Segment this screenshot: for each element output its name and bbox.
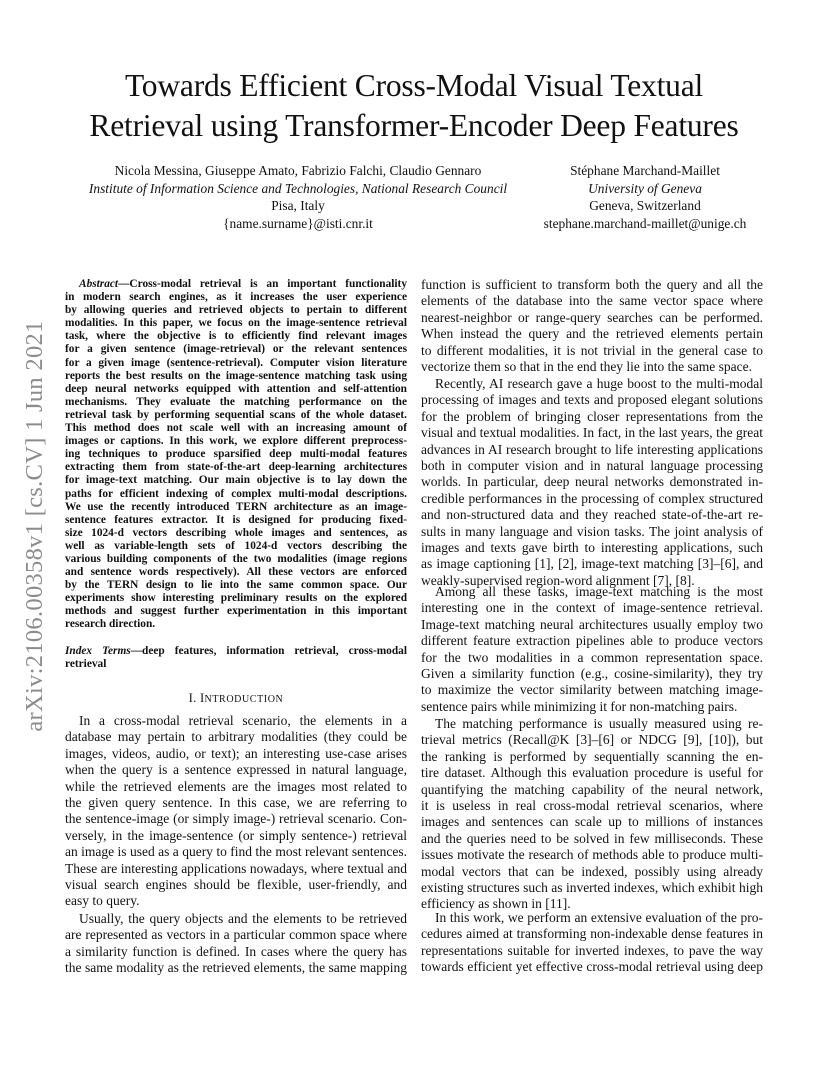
text-line: for the two modalities in a common representation space. (421, 649, 763, 665)
text-line: by allowing queries and retrieved objects to pertain to different (65, 304, 407, 317)
title-line-2: Retrieval using Transformer-Encoder Deep Features (89, 108, 739, 143)
text-line: efficiency as shown in [11]. (421, 896, 571, 912)
text-line: existing structures such as inverted indexes, which exhibit high (421, 879, 763, 895)
text-line: by the TERN design to lie into the same common space. Our (65, 579, 407, 592)
text-line: an image is used as a query to find the most relevant sentences. (65, 844, 407, 860)
text-line: research direction. (65, 618, 156, 631)
text-line: images or captions. In this work, we explore different preprocess- (65, 435, 407, 448)
author-names: Stéphane Marchand-Maillet (570, 163, 720, 178)
text-line: versely, in the image-sentence (or simply sentence-) retrieval (65, 827, 407, 843)
text-line: weakly-supervised region-word alignment [7], [8]. (421, 572, 695, 588)
text-line: to maximize the vector similarity between matching image- (421, 682, 763, 698)
intro-paragraph-1 (65, 713, 407, 910)
abstract-label: Abstract (79, 278, 119, 290)
author-block-right (532, 162, 758, 232)
right-paragraph-3 (421, 584, 763, 715)
text-line: for image-text matching. Our main objective is to lay down the (65, 474, 407, 487)
text-line: These are interesting applications nowadays, where textual and (65, 860, 407, 876)
intro-paragraph-2 (65, 911, 407, 977)
author-names: Nicola Messina, Giuseppe Amato, Fabrizio Falchi, Claudio Gennaro (114, 163, 482, 178)
index-terms (65, 645, 407, 671)
text-line: processing of images and texts and proposed elegant solutions (421, 392, 763, 408)
text-line: the sentence-image (or simply image-) retrieval scenario. Con- (65, 811, 407, 827)
text-line: ing techniques to produce sparsified deep multi-modal features (65, 448, 407, 461)
text-line: worlds. In particular, deep neural networks demonstrated in- (421, 474, 763, 490)
text-line: cedures aimed at transforming non-indexable dense features in (421, 926, 763, 942)
text-line: tire dataset. Although this evaluation procedure is useful for (421, 765, 763, 781)
text-line: modal vectors that can be indexed, possibly using already (421, 863, 763, 879)
text-line: images, videos, audio, or text); an interesting use-case arises (65, 745, 407, 761)
index-terms-line: retrieval (65, 658, 107, 671)
text-line: Usually, the query objects and the elements to be retrieved (79, 911, 407, 926)
text-line: In this work, we perform an extensive evaluation of the pro- (435, 910, 763, 925)
text-line: for the problem of bringing closer representations from the (421, 408, 763, 424)
text-line: When instead the query and the retrieved elements pertain (421, 326, 763, 342)
author-affiliation: University of Geneva (588, 180, 702, 196)
title-line-1: Towards Efficient Cross-Modal Visual Textual (124, 68, 704, 103)
text-line: images and texts gave birth to interesting applications, such (421, 539, 763, 555)
text-line: to different modalities, it is not trivial in the general case to (421, 342, 763, 358)
text-line: visual and textual modalities. In fact, in the last years, the great (421, 425, 763, 441)
text-line: In a cross-modal retrieval scenario, the elements in a (79, 713, 407, 728)
text-line: when the query is a sentence expressed in natural language, (65, 762, 407, 778)
text-line: Among all these tasks, image-text matching is the most (435, 584, 763, 599)
right-paragraph-1 (421, 277, 763, 375)
text-line: Abstract—Cross-modal retrieval is an important functionality (79, 278, 407, 290)
text-line: size 1024-d vectors describing whole images and sentences, as (65, 526, 407, 539)
text-line: and sentence words respectively). All these vectors are enforced (65, 566, 407, 579)
text-line: are represented as vectors in a particular common space where (65, 927, 407, 943)
text-line: issues motivate the research of methods able to produce multi- (421, 847, 763, 863)
text-line: extracting them from state-of-the-art deep-learning architectures (65, 461, 407, 474)
text-line: Recently, AI research gave a huge boost to the multi-modal (435, 376, 763, 391)
section-heading: I. INTRODUCTION (188, 691, 284, 705)
text-line: sults in many language and vision tasks. The joint analysis of (421, 523, 763, 539)
text-line: while the retrieved elements are the images most related to (65, 778, 407, 794)
text-line: This method does not scale well with an increasing amount of (65, 422, 407, 435)
text-line: and the queries need to be solved in few milliseconds. These (421, 830, 763, 846)
text-line: task, where the objective is to efficiently find relevant images (65, 330, 407, 343)
right-paragraph-5 (421, 910, 763, 976)
text-line: reports the best results on the image-sentence matching task using (65, 369, 407, 382)
text-line: elements of the database into the same vector space where (421, 293, 763, 309)
text-line: the ranking is performed by sequentially scanning the en- (421, 748, 763, 764)
text-line: paths for efficient indexing of complex multi-modal descriptions. (65, 487, 407, 500)
index-terms-label: Index Terms (65, 645, 131, 657)
author-block-left (64, 162, 532, 232)
arxiv-identifier-stamp: arXiv:2106.00358v1 [cs.CV] 1 Jun 2021 (21, 320, 48, 732)
text-line: representations suitable for inverted indexes, to pave the way (421, 942, 763, 958)
abstract (65, 278, 407, 632)
text-line: for a given sentence (image-retrieval) or the relevant sentences (65, 343, 407, 356)
text-line: both in computer vision and in natural language processing (421, 457, 763, 473)
author-city: Pisa, Italy (271, 198, 325, 213)
text-line: as image captioning [1], [2], image-text matching [3]–[6], and (421, 556, 763, 572)
text-line: modalities. In this paper, we focus on the image-sentence retrieval (65, 317, 407, 330)
text-line: credible performances in the processing of complex structured (421, 490, 763, 506)
paper-title (40, 66, 788, 146)
text-line: We use the recently introduced TERN architecture as an image- (65, 500, 407, 513)
text-line: the given query sentence. In this case, we are referring to (65, 794, 407, 810)
text-line: and non-structured data and they reached state-of-the-art re- (421, 507, 763, 523)
text-line: methods and suggest further experimentation in this important (65, 605, 407, 618)
text-line: Given a similarity function (e.g., cosine-similarity), they try (421, 665, 763, 681)
text-line: a similarity function is defined. In cases where the query has (65, 943, 407, 959)
author-city: Geneva, Switzerland (589, 198, 701, 213)
text-line: sentence pairs while minimizing it for non-matching pairs. (421, 698, 738, 714)
text-line: towards efficient yet effective cross-modal retrieval using deep (421, 959, 763, 975)
text-line: well as variable-length sets of 1024-d vectors describing the (65, 539, 407, 552)
right-paragraph-2 (421, 376, 763, 589)
text-line: interesting one in the context of image-sentence retrieval. (421, 600, 763, 616)
text-line: vectorize them so that in the end they lie into the same space. (421, 358, 753, 374)
index-terms-line: Index Terms—deep features, information retrieval, cross-modal (65, 645, 407, 657)
text-line: mechanisms. They evaluate the matching performance on the (65, 395, 407, 408)
author-email: stephane.marchand-maillet@unige.ch (543, 215, 747, 231)
text-line: The matching performance is usually measured using re- (435, 716, 763, 731)
author-affiliation: Institute of Information Science and Technologies, National Research Council (88, 180, 508, 196)
text-line: it is useless in real cross-modal retrieval scenarios, where (421, 797, 763, 813)
text-line: in modern search engines, as it increases the user experience (65, 291, 407, 304)
text-line: the same modality as the retrieved elements, the same mapping (65, 960, 407, 976)
text-line: for a given image (sentence-retrieval). Computer vision literature (65, 356, 407, 369)
text-line: database may pertain to arbitrary modalities (they could be (65, 729, 407, 745)
text-line: retrieval task by performing sequential scans of the whole dataset. (65, 408, 407, 421)
text-line: different feature extraction pipelines able to produce vectors (421, 633, 763, 649)
text-line: advances in AI research brought to life interesting applications (421, 441, 763, 457)
text-line: experiments show interesting preliminary results on the explored (65, 592, 407, 605)
right-paragraph-4 (421, 716, 763, 913)
text-line: sentence features extractor. It is designed for producing fixed- (65, 513, 407, 526)
text-line: quantifying the matching capability of the neural network, (421, 781, 763, 797)
text-line: Image-text matching neural architectures usually employ two (421, 616, 763, 632)
text-line: visual search engines should be flexible, user-friendly, and (65, 876, 407, 892)
text-line: nearest-neighbor or range-query searches can be performed. (421, 309, 763, 325)
text-line: various building components of the two modalities (image regions (65, 552, 407, 565)
text-line: easy to query. (65, 893, 140, 909)
text-line: trieval metrics (Recall@K [3]–[6] or NDCG [9], [10]), but (421, 732, 763, 748)
author-email: {name.surname}@isti.cnr.it (223, 215, 373, 231)
text-line: function is sufficient to transform both the query and all the (421, 277, 763, 292)
text-line: images and sentences can scale up to millions of instances (421, 814, 763, 830)
text-line: deep neural networks equipped with attention and self-attention (65, 382, 407, 395)
